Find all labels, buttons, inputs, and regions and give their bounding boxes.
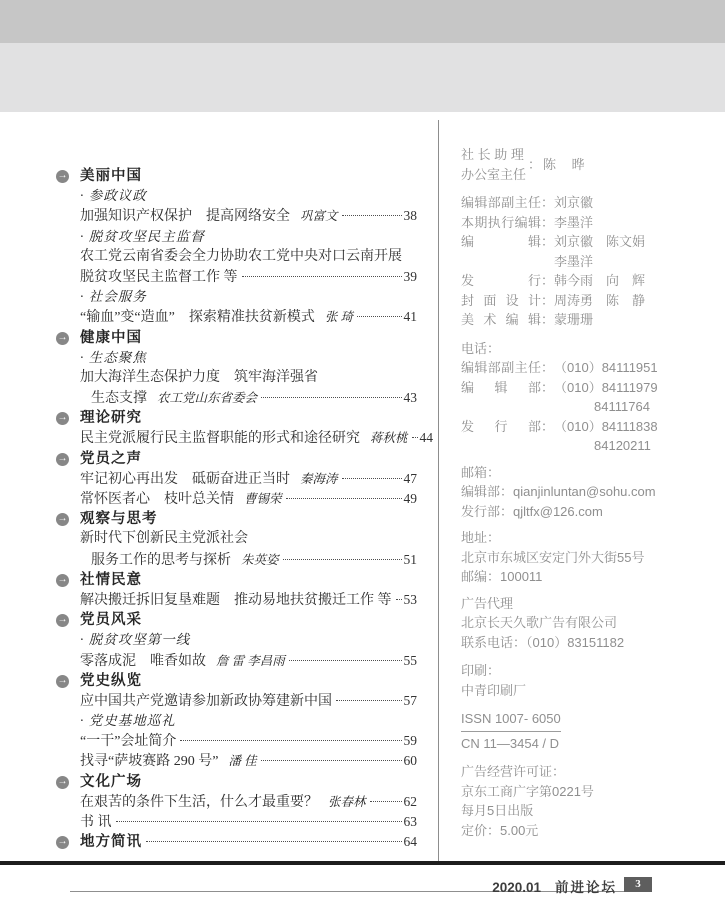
toc-page-number: 51: [403, 551, 417, 567]
masthead-values: [554, 378, 713, 417]
dot-leader: [286, 498, 402, 499]
masthead-value: 京东工商广字第0221号: [461, 783, 594, 799]
masthead-value: 蒙珊珊: [554, 312, 594, 327]
toc-article: [80, 550, 417, 570]
dot-leader: [342, 215, 402, 216]
masthead-label: 发行部：: [461, 503, 514, 519]
toc-subsection-label: · 脱贫攻坚第一线: [80, 632, 191, 648]
toc-page-number: 49: [403, 491, 417, 506]
masthead-row: [461, 310, 713, 330]
footer-issue: 2020.01: [492, 880, 541, 895]
toc-section-header: [80, 408, 417, 428]
toc-article: [80, 812, 417, 832]
header-band-dark: [0, 0, 725, 43]
masthead-colon: ：: [541, 214, 555, 230]
toc-section: [80, 832, 417, 852]
arrow-circle-icon: [56, 614, 69, 627]
masthead-label: 编辑部：: [461, 484, 514, 499]
toc-article-text: 应中国共产党邀请参加新政协筹建新中国: [80, 693, 332, 709]
column-divider: [438, 120, 439, 862]
toc-page-number: 43: [403, 390, 417, 406]
toc-page-number: 63: [403, 814, 417, 829]
masthead-row: [461, 417, 713, 456]
masthead-value: 中青印刷厂: [461, 682, 527, 698]
masthead-phone-block: [461, 339, 713, 456]
dot-leader: [261, 397, 401, 398]
masthead: [461, 145, 713, 847]
toc-section-title: 文化广场: [80, 773, 142, 790]
toc-subsection-label: · 社会服务: [80, 289, 147, 305]
masthead-colon: ：: [541, 234, 555, 249]
masthead-value: 联系电话：（010）83151182: [461, 634, 625, 650]
masthead-row: [461, 232, 713, 271]
toc-article-text: 找寻“萨坡赛路 290 号”: [80, 754, 219, 770]
toc-article-text: 服务工作的思考与探析: [91, 552, 231, 568]
toc-article-text: 在艰苦的条件下生活，什么才最重要？: [80, 794, 318, 810]
masthead-mail-block: [461, 463, 713, 522]
arrow-circle-icon: [56, 332, 69, 345]
masthead-label: 本期执行编辑: [461, 214, 541, 230]
masthead-label: 办公室主任: [461, 166, 527, 182]
dot-leader: [412, 437, 418, 438]
footer-text: [492, 876, 617, 896]
footer-journal-name: 前进论坛: [555, 880, 617, 895]
toc-section: [80, 570, 417, 610]
masthead-values: [554, 193, 713, 213]
footer: [0, 874, 725, 900]
toc-subsection: [80, 287, 417, 307]
issn-wrap: [461, 709, 713, 734]
arrow-circle-icon: [56, 412, 69, 425]
toc-section: [80, 449, 417, 510]
masthead-value: 广告代理: [461, 595, 514, 611]
toc-page-number: 38: [403, 208, 417, 224]
masthead-label: 发行部: [461, 418, 541, 434]
toc-page-number: 59: [403, 733, 417, 749]
masthead-value: 84120211: [594, 438, 651, 453]
dot-leader: [396, 599, 402, 600]
toc-article-continuation: [80, 368, 417, 388]
toc-article-text: 常怀医者心 枝叶总关情: [80, 492, 234, 507]
toc-article-continuation: [80, 529, 417, 549]
masthead-heading: 电话：: [461, 340, 501, 356]
toc-subsection-label: · 脱贫攻坚民主监督: [80, 228, 205, 244]
masthead-value: （010）84111951: [554, 360, 658, 375]
toc-article-author: 张 琦: [324, 310, 353, 325]
masthead-ad-block: [461, 594, 713, 653]
masthead-values: [554, 213, 713, 233]
masthead-colon: ：: [541, 360, 555, 375]
toc-article-text: “一干”会址简介: [80, 734, 177, 750]
dot-leader: [261, 760, 402, 761]
toc-section: [80, 772, 417, 833]
masthead-value: qianjinluntan@sohu.com: [513, 484, 656, 499]
toc-subsection: [80, 227, 417, 247]
toc-article-author: 朱英姿: [241, 552, 279, 567]
toc-article: [80, 206, 417, 226]
toc-section: [80, 509, 417, 570]
masthead-value: 广告经营许可证：: [461, 764, 566, 779]
toc-subsection-label: · 参政议政: [80, 188, 147, 204]
toc-section-title: 理论研究: [80, 410, 142, 427]
toc-article: [80, 267, 417, 287]
toc-article-author: 巩富文: [300, 209, 338, 224]
toc-subsection: [80, 186, 417, 206]
toc-section-header: [80, 166, 417, 186]
masthead-value: 刘京徽 陈文娟: [554, 234, 646, 249]
dot-leader: [242, 276, 402, 277]
toc-article-text: 书 讯: [80, 815, 112, 830]
toc: [80, 166, 434, 852]
masthead-heading: 邮箱：: [461, 464, 501, 480]
toc-article-author: 张春林: [328, 794, 366, 809]
toc-section-header: [80, 832, 417, 852]
dot-leader: [146, 841, 402, 842]
footer-thick-rule: [0, 861, 725, 865]
masthead-value: 印刷：: [461, 663, 501, 678]
masthead-value: （010）84111838: [554, 418, 658, 434]
dot-leader: [342, 478, 402, 479]
masthead-values: [554, 291, 713, 311]
toc-section: [80, 408, 434, 448]
masthead-value: 北京长天久歌广告有限公司: [461, 615, 618, 630]
toc-article: [80, 751, 417, 771]
masthead-colon: ：: [541, 292, 555, 308]
masthead-staff-block: [461, 193, 713, 330]
toc-article: [80, 590, 417, 610]
masthead-value: 韩今雨 向 辉: [554, 273, 646, 288]
toc-article: [80, 731, 417, 751]
toc-article-author: 詹 雷 李昌雨: [216, 653, 285, 668]
masthead-value: 北京市东城区安定门外大街55号: [461, 549, 645, 565]
toc-article-text: 农工党云南省委会全力协助农工党中央对口云南开展: [80, 248, 402, 264]
toc-section-title: 地方简讯: [80, 834, 142, 851]
masthead-issn-block: [461, 709, 713, 753]
toc-article: [80, 489, 417, 509]
masthead-row: [461, 291, 713, 311]
masthead-label: 编辑: [461, 234, 541, 249]
masthead-dual-row: [461, 145, 713, 184]
masthead-row: [461, 358, 713, 378]
toc-section-title: 社情民意: [80, 571, 142, 588]
toc-article: [80, 307, 417, 327]
toc-section-title: 党员之声: [80, 450, 142, 467]
masthead-value: 邮编：100011: [461, 569, 543, 584]
arrow-circle-icon: [56, 453, 69, 466]
issn-number: ISSN 1007- 6050: [461, 709, 561, 732]
toc-article-text: 脱贫攻坚民主监督工作 等: [80, 269, 238, 285]
toc-section-header: [80, 772, 417, 792]
toc-section-title: 美丽中国: [80, 168, 142, 184]
toc-article: [80, 428, 434, 448]
masthead-label: 社 长 助 理: [461, 147, 524, 162]
toc-subsection: [80, 348, 417, 368]
masthead-value: 刘京徽: [554, 195, 594, 210]
toc-article: [80, 792, 417, 812]
masthead-value: 陈 晔: [543, 156, 591, 172]
toc-article: [80, 388, 417, 408]
masthead-colon: ：: [528, 156, 542, 172]
toc-section-header: [80, 610, 417, 630]
masthead-label: 封面设计: [461, 292, 541, 308]
masthead-label: 美术编辑: [461, 312, 541, 327]
masthead-colon: ：: [541, 379, 555, 395]
toc-section-header: [80, 509, 417, 529]
toc-article-text: 加大海洋生态保护力度 筑牢海洋强省: [80, 369, 318, 385]
masthead-values: [554, 310, 713, 330]
masthead-label: 发行: [461, 273, 541, 288]
toc-page-number: 55: [403, 652, 417, 668]
masthead-row: [461, 482, 713, 502]
masthead-value: 定价：5.00元: [461, 822, 539, 838]
masthead-colon: ：: [541, 195, 555, 210]
masthead-row: [461, 271, 713, 291]
toc-article-text: 民主党派履行民主监督职能的形式和途径研究: [80, 431, 360, 447]
dot-leader: [283, 559, 402, 560]
toc-article-author: 农工党山东省委会: [157, 391, 258, 406]
cn-number: CN 11—3454 / D: [461, 735, 560, 751]
dot-leader: [289, 660, 402, 661]
masthead-row: [461, 193, 713, 213]
masthead-heading: 地址：: [461, 530, 501, 545]
header-band-light: [0, 43, 725, 112]
toc-page-number: 57: [403, 692, 417, 708]
masthead-dual-labels: [461, 145, 526, 184]
dot-leader: [116, 821, 402, 822]
toc-page-number: 39: [403, 268, 417, 284]
masthead-value: 周涛勇 陈 静: [554, 292, 646, 308]
toc-article-text: 加强知识产权保护 提高网络安全: [80, 209, 290, 225]
arrow-circle-icon: [56, 170, 69, 183]
dot-leader: [180, 740, 401, 741]
toc-article-author: 蒋秋桃: [370, 431, 408, 446]
masthead-row: [461, 378, 713, 417]
toc-section-title: 党史纵览: [80, 672, 142, 689]
masthead-row: [461, 502, 713, 522]
masthead-row: [461, 213, 713, 233]
toc-article-continuation: [80, 247, 417, 267]
toc-page-number: 62: [403, 793, 417, 809]
toc-page-number: 60: [403, 753, 417, 769]
masthead-value: 李墨洋: [554, 253, 594, 269]
masthead-print-block: [461, 661, 713, 700]
masthead-label: 编辑部副主任: [461, 195, 541, 210]
toc-article: [80, 691, 417, 711]
toc-section-title: 健康中国: [80, 329, 142, 346]
masthead-colon: ：: [541, 273, 555, 288]
masthead-value: qjltfx@126.com: [513, 503, 603, 519]
arrow-circle-icon: [56, 513, 69, 526]
arrow-circle-icon: [56, 574, 69, 587]
arrow-circle-icon: [56, 776, 69, 789]
masthead-license-block: [461, 762, 713, 840]
toc-article: [80, 651, 417, 671]
toc-article-author: 曹锡荣: [244, 492, 282, 506]
toc-article-author: 潘 佳: [228, 754, 257, 769]
toc-article-text: 新时代下创新民主党派社会: [80, 531, 248, 547]
toc-subsection-label: · 生态聚焦: [80, 349, 147, 365]
toc-article-text: “输血”变“造血” 探索精准扶贫新模式: [80, 310, 315, 326]
toc-page-number: 41: [403, 309, 417, 325]
dot-leader: [357, 316, 402, 317]
toc-section-header: [80, 570, 417, 590]
masthead-value: 84111764: [594, 399, 650, 414]
arrow-circle-icon: [56, 675, 69, 688]
masthead-value: 每月5日出版: [461, 803, 534, 818]
toc-article-text: 解决搬迁拆旧复垦难题 推动易地扶贫搬迁工作 等: [80, 592, 392, 608]
toc-page-number: 53: [403, 591, 417, 607]
footer-page-number: 3: [624, 877, 652, 892]
toc-article-text: 零落成泥 唯香如故: [80, 653, 206, 669]
toc-article-text: 生态支撑: [91, 391, 147, 407]
toc-section-title: 观察与思考: [80, 511, 158, 528]
masthead-label: 编辑部副主任: [461, 360, 541, 375]
masthead-values: [554, 358, 713, 378]
masthead-value: 李墨洋: [554, 214, 594, 230]
toc-article-text: 牢记初心再出发 砥砺奋进正当时: [80, 471, 290, 487]
toc-section-header: [80, 671, 417, 691]
masthead-value: （010）84111979: [554, 379, 658, 395]
masthead-label: 编辑部: [461, 379, 541, 395]
toc-section: [80, 610, 417, 671]
toc-article: [80, 469, 417, 489]
masthead-values: [554, 232, 713, 271]
toc-subsection-label: · 党史基地巡礼: [80, 713, 176, 729]
arrow-circle-icon: [56, 836, 69, 849]
toc-section-header: [80, 328, 417, 348]
masthead-values: [554, 417, 713, 456]
dot-leader: [336, 700, 402, 701]
toc-subsection: [80, 711, 417, 731]
toc-section: [80, 166, 417, 328]
toc-page-number: 44: [419, 430, 434, 446]
toc-section-title: 党员风采: [80, 612, 142, 629]
toc-section: [80, 328, 417, 409]
dot-leader: [370, 801, 402, 802]
masthead-values: [554, 271, 713, 291]
toc-subsection: [80, 630, 417, 650]
toc-page-number: 64: [403, 834, 417, 850]
toc-page-number: 47: [403, 470, 417, 486]
masthead-colon: ：: [541, 312, 555, 327]
toc-article-author: 秦海涛: [300, 471, 338, 486]
toc-section: [80, 671, 417, 772]
masthead-colon: ：: [541, 418, 555, 434]
toc-section-header: [80, 449, 417, 469]
masthead-address-block: [461, 528, 713, 587]
